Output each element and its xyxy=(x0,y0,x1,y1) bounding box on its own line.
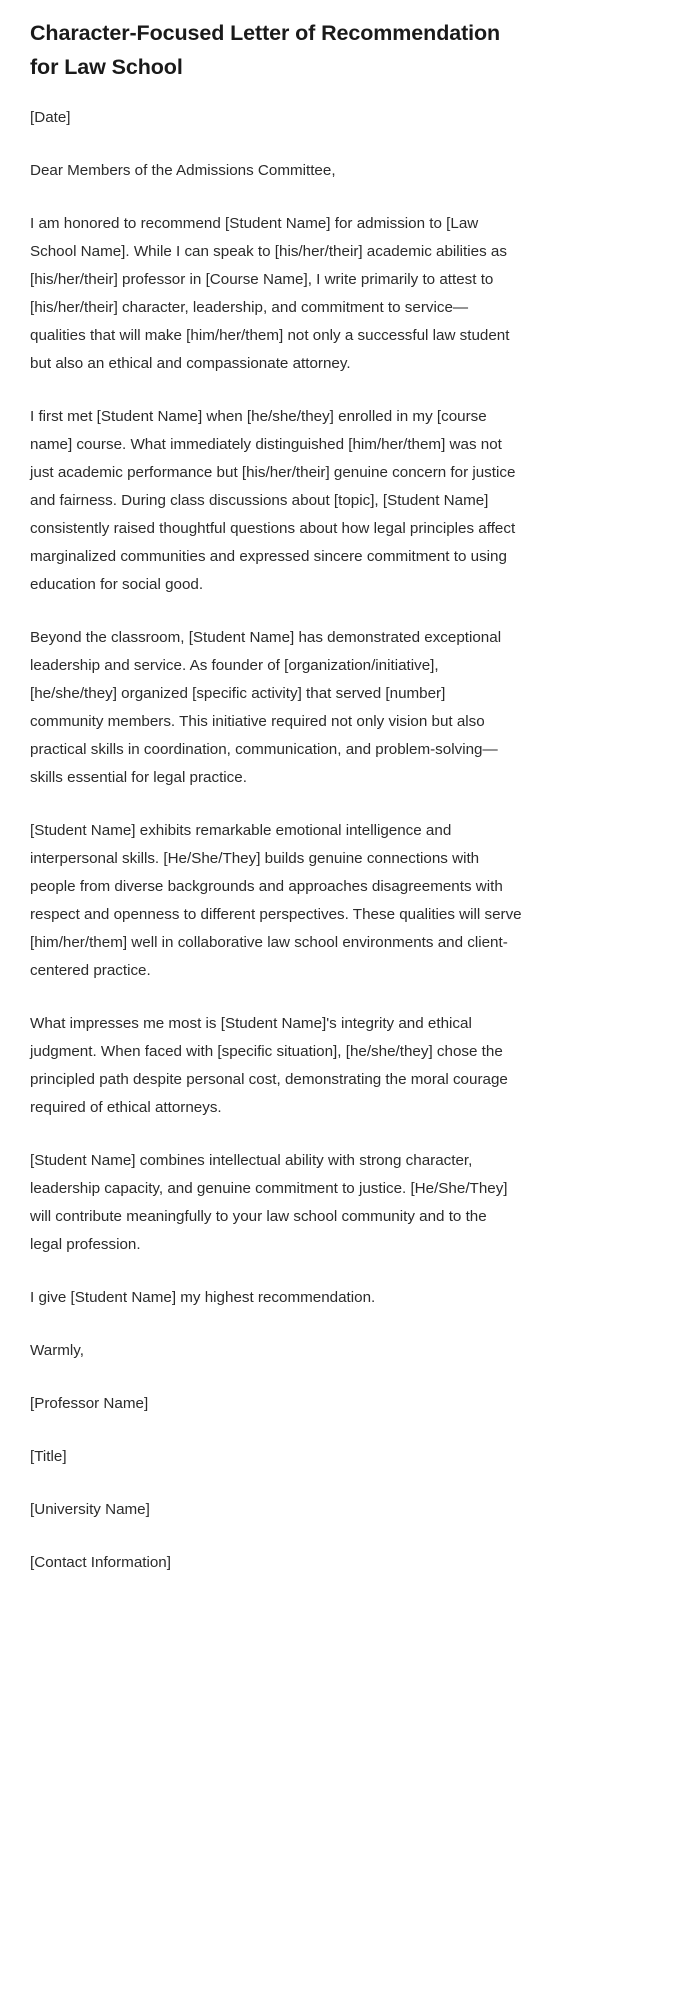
signature-professor-name: [Professor Name] xyxy=(30,1395,149,1412)
body-paragraph-6: [Student Name] combines intellectual ability with strong character, leadership capacity, and genuine commitment to justice. [He/She/They] will contribute meaningfully to your law school community and to the legal profession. xyxy=(30,1152,508,1253)
body-paragraph-1: I am honored to recommend [Student Name] for admission to [Law School Name]. While I can speak to [his/her/their] academic abilities as [his/her/their] professor in [Course Name], I write primarily to attest to [his/her/their] character, leadership, and commitment to service—qualities that will make [him/her/them] not only a successful law student but also an ethical and compassionate attorney. xyxy=(30,215,510,372)
signature-university-name: [University Name] xyxy=(30,1501,150,1518)
salutation: Dear Members of the Admissions Committee, xyxy=(30,162,336,179)
body-paragraph-4: [Student Name] exhibits remarkable emotional intelligence and interpersonal skills. [He/She/They] builds genuine connections with people from diverse backgrounds and approaches disagreements with respect and openness to different perspectives. These qualities will serve [him/her/them] well in collaborative law school environments and client-centered practice. xyxy=(30,822,522,979)
body-paragraph-5: What impresses me most is [Student Name]'s integrity and ethical judgment. When faced with [specific situation], [he/she/they] chose the principled path despite personal cost, demonstrating the moral courage required of ethical attorneys. xyxy=(30,1015,508,1116)
signoff: Warmly, xyxy=(30,1342,84,1359)
signature-title: [Title] xyxy=(30,1448,67,1465)
body-paragraph-3: Beyond the classroom, [Student Name] has demonstrated exceptional leadership and service. As founder of [organization/initiative], [he/she/they] organized [specific activity] that served [number] community members. This initiative required not only vision but also practical skills in coordination, communication, and problem-solving—skills essential for legal practice. xyxy=(30,629,502,786)
date-line: [Date] xyxy=(30,109,71,126)
signature-contact-information: [Contact Information] xyxy=(30,1554,171,1571)
page-title: Character-Focused Letter of Recommendation for Law School xyxy=(30,21,501,79)
body-paragraph-2: I first met [Student Name] when [he/she/they] enrolled in my [course name] course. What immediately distinguished [him/her/them] was not just academic performance but [his/her/their] genuine concern for justice and fairness. During class discussions about [topic], [Student Name] consistently raised thoughtful questions about how legal principles affect marginalized communities and expressed sincere commitment to using education for social good. xyxy=(30,408,516,593)
letter-body xyxy=(30,104,522,1577)
closing-statement: I give [Student Name] my highest recommendation. xyxy=(30,1289,376,1306)
